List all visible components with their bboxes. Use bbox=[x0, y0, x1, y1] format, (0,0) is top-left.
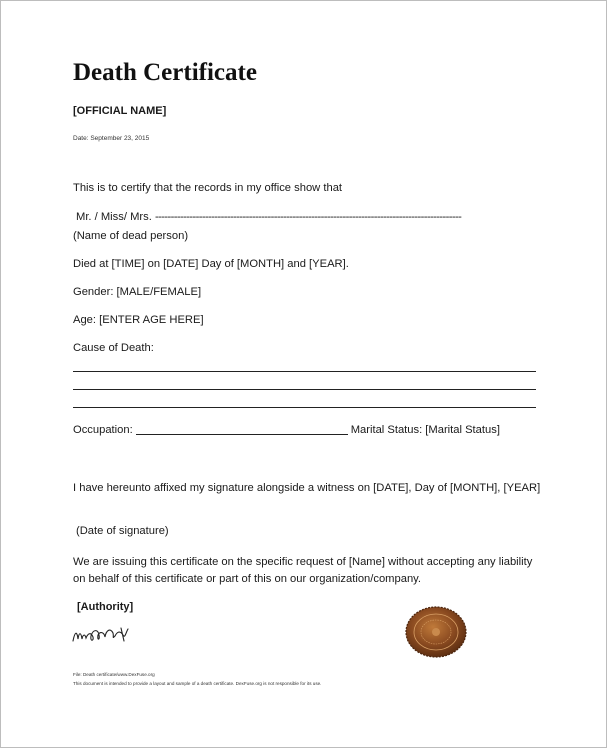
occupation-blank bbox=[136, 434, 348, 435]
name-label: Mr. / Miss/ Mrs. bbox=[76, 211, 152, 223]
marital-status: Marital Status: [Marital Status] bbox=[350, 424, 500, 436]
died-line: Died at [TIME] on [DATE] Day of [MONTH] and [YEAR]. bbox=[73, 258, 349, 270]
cause-blank-line-1 bbox=[73, 371, 536, 372]
official-seal-icon bbox=[404, 605, 468, 659]
issuing-paragraph: We are issuing this certificate on the specific request of [Name] without accepting any liability on behalf of this certificate or part of this on our organization/company. bbox=[73, 556, 533, 585]
occupation-line bbox=[73, 424, 500, 436]
cause-label: Cause of Death: bbox=[73, 342, 154, 354]
footer-line-1: File: Death certificate/www.DexFuse.org bbox=[73, 672, 155, 677]
affix-paragraph: I have hereunto affixed my signature alongside a witness on [DATE], Day of [MONTH], [YEAR] bbox=[73, 482, 541, 494]
authority-label: [Authority] bbox=[77, 601, 134, 613]
document-title: Death Certificate bbox=[73, 59, 257, 86]
certify-line: This is to certify that the records in my office show that bbox=[73, 182, 343, 194]
age-line: Age: [ENTER AGE HERE] bbox=[73, 314, 204, 326]
official-name: [OFFICIAL NAME] bbox=[73, 105, 167, 117]
signature-image bbox=[71, 623, 135, 647]
date-line: Date: September 23, 2015 bbox=[73, 135, 150, 142]
cause-blank-line-2 bbox=[73, 389, 536, 390]
name-dash-field: -------------------------------------------------------------------------------------------------- bbox=[154, 211, 462, 223]
name-line bbox=[76, 211, 461, 223]
date-of-signature: (Date of signature) bbox=[76, 525, 169, 537]
gender-line: Gender: [MALE/FEMALE] bbox=[73, 286, 202, 298]
occupation-label: Occupation: bbox=[73, 424, 133, 436]
name-hint: (Name of dead person) bbox=[73, 230, 189, 242]
footer-line-2: This document is intended to provide a layout and sample of a death certificate. DexFuse.org is not responsible for its use. bbox=[73, 681, 322, 686]
cause-blank-line-3 bbox=[73, 407, 536, 408]
